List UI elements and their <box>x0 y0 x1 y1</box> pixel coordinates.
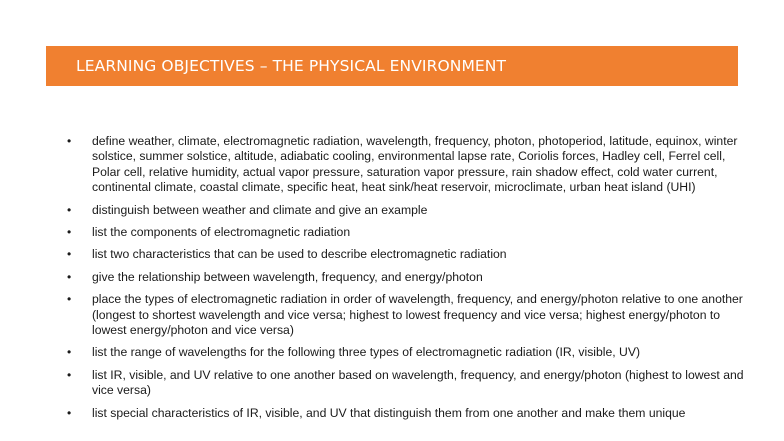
list-item <box>60 225 750 240</box>
list-item-text: give the relationship between wavelength, frequency, and energy/photon <box>92 269 483 284</box>
list-item <box>60 134 750 196</box>
list-item <box>60 247 750 262</box>
bullet-icon: • <box>67 269 72 284</box>
bullet-icon: • <box>67 292 72 307</box>
bullet-icon: • <box>67 134 72 148</box>
list-item-text: place the types of electromagnetic radiation in order of wavelength, frequency, and energy/photon relative to one another (longest to shortest wavelength and vice versa; highest to lowest frequency and vice versa; highest energy/photon to lowest energy/photon and vice versa) <box>92 292 743 338</box>
list-item <box>60 203 750 218</box>
list-item <box>60 292 750 338</box>
list-item <box>60 406 750 421</box>
bullet-icon: • <box>67 247 72 262</box>
list-item-text: list the components of electromagnetic radiation <box>92 225 351 240</box>
bullet-icon: • <box>67 367 72 382</box>
bullet-icon: • <box>67 405 72 420</box>
list-item <box>60 270 750 285</box>
objectives-list <box>60 134 750 428</box>
list-item-text: list special characteristics of IR, visible, and UV that distinguish them from one another and make them unique <box>92 405 686 420</box>
bullet-icon: • <box>67 202 72 217</box>
list-item-text: define weather, climate, electromagnetic radiation, wavelength, frequency, photon, photoperiod, latitude, equinox, winter solstice, summer solstice, altitude, adiabatic cooling, environmental lapse rate, Coriolis forces, Hadley cell, Ferrel cell, Polar cell, relative humidity, actual vapor pressure, saturation vapor pressure, rain shadow effect, cold water current, continental climate, coastal climate, specific heat, heat sink/heat reservoir, microclimate, urban heat island (UHI) <box>92 134 738 195</box>
list-item-text: list IR, visible, and UV relative to one another based on wavelength, frequency, and energy/photon (highest to lowest and vice versa) <box>92 367 744 398</box>
list-item-text: list two characteristics that can be used to describe electromagnetic radiation <box>92 247 507 262</box>
title-banner <box>46 46 738 86</box>
list-item-text: distinguish between weather and climate and give an example <box>92 202 428 217</box>
page-title: LEARNING OBJECTIVES – THE PHYSICAL ENVIRONMENT <box>76 57 507 75</box>
list-item-text: list the range of wavelengths for the following three types of electromagnetic radiation (IR, visible, UV) <box>92 345 641 360</box>
list-item <box>60 368 750 399</box>
bullet-icon: • <box>67 225 72 240</box>
bullet-icon: • <box>67 345 72 360</box>
list-item <box>60 345 750 360</box>
